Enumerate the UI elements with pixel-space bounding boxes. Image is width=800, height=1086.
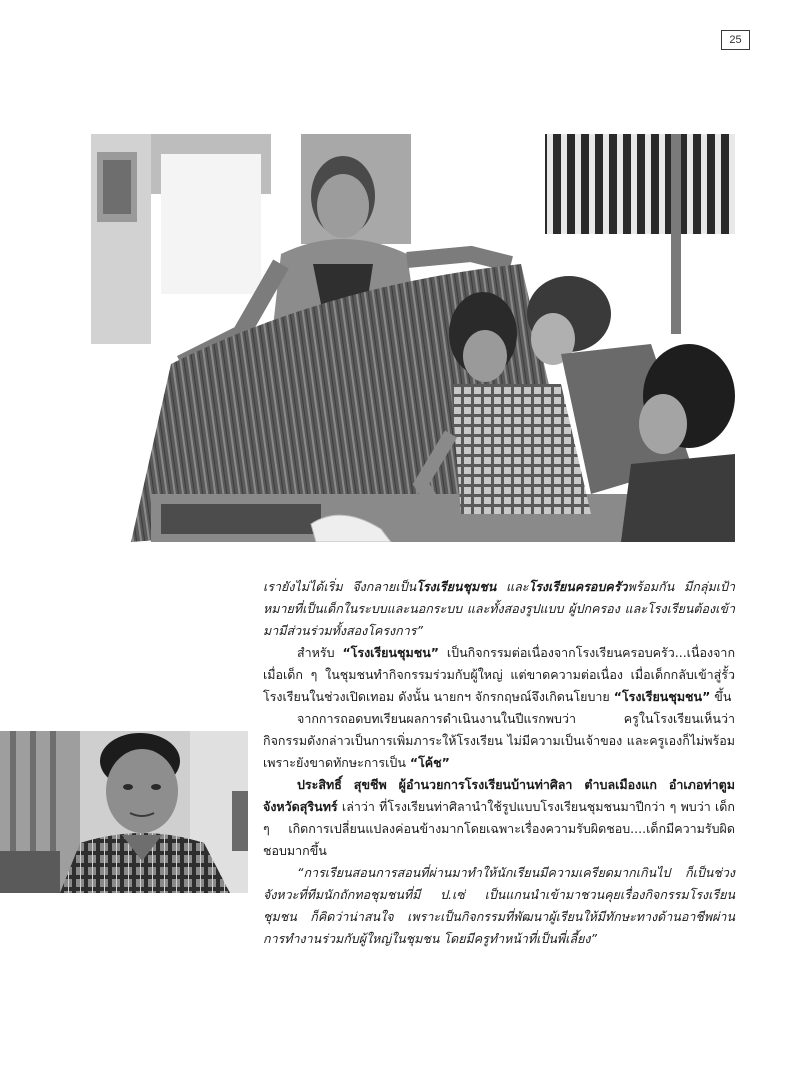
paragraph-principal: ประสิทธิ์ สุขชีพ ผู้อำนวยการโรงเรียนบ้านท่าศิลา ตำบลเมืองแก อำเภอท่าตูม จังหวัดสุรินทร์ เล่าว่า ที่โรงเรียนท่าศิลานำใช้รูปแบบโรงเรียนชุมชนมาปีกว่า ๆ พบว่า เด็ก ๆ เกิดการเปลี่ยนแปลงค่อนข้างมากโดยเฉพาะเรื่องความรับผิดชอบ....เด็กมีความรับผิดชอบมากขึ้น [263, 777, 735, 858]
page-number: 25 [721, 30, 750, 50]
portrait-photo [0, 731, 248, 893]
quote-continuation: เรายังไม่ได้เริ่ม จึงกลายเป็นโรงเรียนชุมชน และโรงเรียนครอบครัวพร้อมกัน มีกลุ่มเป้าหมายที่เป็นเด็กในระบบและนอกระบบ และทั้งสองรูปแบบ ผู้ปกครอง และโรงเรียนต้องเข้ามามีส่วนร่วมทั้งสองโครงการ” [263, 579, 735, 638]
principal-quote: “การเรียนสอนการสอนที่ผ่านมาทำให้นักเรียนมีความเครียดมากเกินไป ก็เป็นช่วงจังหวะที่ทีมนักถักทอชุมชนที่มี ป.เซ่ เป็นแกนนำเข้ามาชวนคุยเรื่องกิจกรรมโรงเรียนชุมชน ก็คิดว่าน่าสนใจ เพราะเป็นกิจกรรมที่พัฒนาผู้เรียนให้มีทักษะทางด้านอาชีพผ่านการทำงานร่วมกับผู้ใหญ่ในชุมชน โดยมีครูทำหน้าที่เป็นพี่เลี้ยง” [263, 865, 735, 946]
main-photo [91, 134, 735, 542]
article-body [263, 576, 735, 950]
paragraph-community-school: สำหรับ “โรงเรียนชุมชน” เป็นกิจกรรมต่อเนื่องจากโรงเรียนครอบครัว...เนื่องจากเมื่อเด็ก ๆ ในชุมชนทำกิจกรรมร่วมกับผู้ใหญ่ แต่ขาดความต่อเนื่อง เมื่อเด็กกลับเข้าสู่รั้วโรงเรียนในช่วงเปิดเทอม ดังนั้น นายกฯ จักรกฤษณ์จึงเกิดนโยบาย “โรงเรียนชุมชน” ขึ้น [263, 645, 736, 704]
paragraph-lessons-learned: จากการถอดบทเรียนผลการดำเนินงานในปีแรกพบว่า ครูในโรงเรียนเห็นว่ากิจกรรมดังกล่าวเป็นการเพิ่มภาระให้โรงเรียน ไม่มีความเป็นเจ้าของ และครูเองก็ไม่พร้อม เพราะยังขาดทักษะการเป็น “โค้ช” [263, 711, 735, 770]
